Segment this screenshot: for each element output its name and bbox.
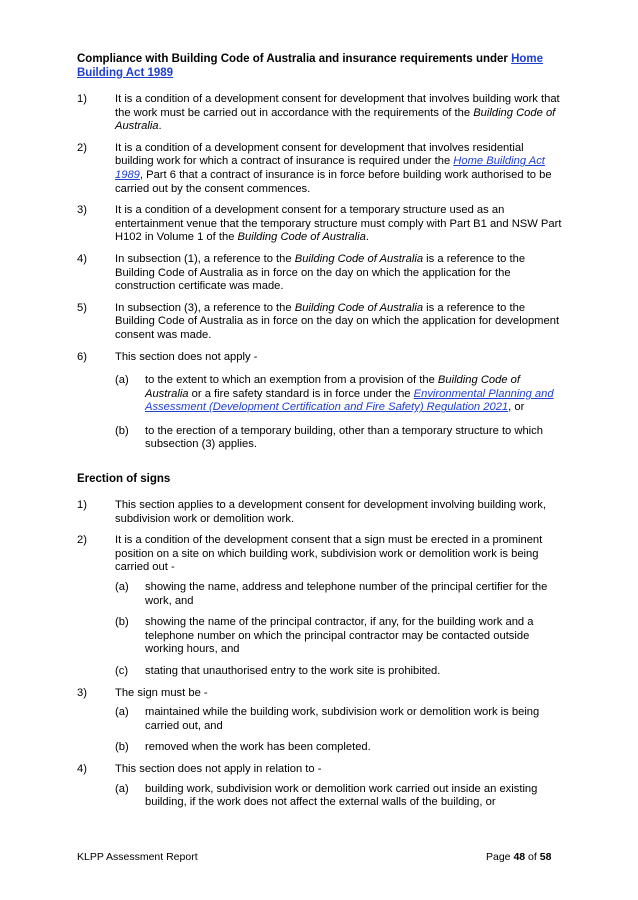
sub-item-text: maintained while the building work, subdivision work or demolition work is being carried out, and — [145, 706, 540, 732]
item-text-italic: Building Code of Australia — [294, 252, 424, 265]
current-page: 48 — [513, 851, 526, 863]
sub-item — [115, 706, 565, 733]
item-number: 4) — [77, 762, 87, 775]
signs-list — [77, 499, 565, 810]
footer-page-number — [486, 851, 551, 863]
sub-item — [115, 783, 565, 810]
item-number: 1) — [77, 499, 87, 512]
sub-item-text: , or — [508, 401, 525, 414]
item-text: It is a condition of a development consent for development that involves building work that the work must be carried out in accordance with the requirements of the — [115, 93, 560, 119]
ep-and-a-regulation-link[interactable]: Environmental Planning and Assessment (Development Certification and Fire Safety) Regulation 2021 — [145, 387, 554, 414]
home-building-act-link[interactable]: Home Building Act 1989 — [77, 53, 544, 79]
item-text: In subsection (3), a reference to the — [115, 301, 295, 314]
item-text: This section does not apply - — [115, 350, 258, 363]
home-building-act-link[interactable]: Home Building Act 1989 — [115, 155, 545, 181]
sub-item-text: removed when the work has been completed. — [145, 741, 371, 754]
list-item — [77, 687, 565, 755]
section-heading-compliance — [77, 52, 561, 80]
sub-item — [115, 741, 565, 755]
sub-item-letter: (b) — [115, 616, 129, 629]
item-text-italic: Building Code of Australia — [115, 106, 556, 133]
sub-item-text: building work, subdivision work or demolition work carried out inside an existing building, if the work does not affect the external walls of the building, or — [145, 782, 538, 809]
sub-item-letter: (a) — [115, 706, 129, 719]
list-item — [77, 302, 565, 343]
sub-item-text: showing the name, address and telephone number of the principal certifier for the work, and — [145, 581, 548, 607]
sub-item — [115, 425, 565, 452]
sub-item-text: stating that unauthorised entry to the work site is prohibited. — [145, 665, 441, 677]
sub-item — [115, 616, 565, 657]
item-number: 3) — [77, 204, 87, 217]
item-text: It is a condition of the development consent that a sign must be erected in a prominent position on a site on which building work, subdivision work or demolition work is being carried out - — [115, 534, 543, 574]
item-text: . — [365, 231, 369, 244]
footer-report-title: KLPP Assessment Report — [77, 851, 198, 863]
list-item — [77, 93, 565, 134]
section-heading-signs: Erection of signs — [77, 473, 171, 486]
sub-item-letter: (a) — [115, 581, 129, 594]
item-number: 4) — [77, 252, 87, 265]
sub-item-letter: (c) — [115, 665, 129, 677]
item-number: 1) — [77, 93, 87, 105]
list-item — [77, 142, 565, 196]
list-item — [77, 351, 565, 453]
sub-item-letter: (a) — [115, 782, 129, 795]
sub-item-text-italic: Building Code of Australia — [145, 374, 521, 400]
item-text: This section does not apply in relation to - — [115, 762, 322, 775]
sub-item-letter: (b) — [115, 741, 129, 754]
list-item — [77, 204, 565, 245]
item-number: 5) — [77, 301, 87, 314]
page-label: Page — [486, 851, 514, 863]
list-item — [77, 534, 565, 678]
item-number: 2) — [77, 141, 87, 154]
item-text: . — [158, 120, 162, 133]
item-text: It is a condition of a development consent for development that involves residential building work for which a contract of insurance is required under the — [115, 141, 524, 168]
item-number: 6) — [77, 350, 87, 363]
sub-item — [115, 581, 565, 608]
sub-item — [115, 374, 565, 415]
sub-item-text: or a fire safety standard is in force under the — [188, 387, 414, 400]
item-text: This section applies to a development consent for development involving building work, subdivision work or demolition work. — [115, 499, 546, 525]
page-content — [77, 52, 565, 810]
list-item — [77, 253, 565, 294]
sub-item-letter: (a) — [115, 374, 129, 387]
sub-item-text: to the extent to which an exemption from a provision of the — [145, 374, 438, 387]
list-item — [77, 499, 565, 526]
heading-text: Compliance with Building Code of Australia and insurance requirements under — [77, 53, 512, 65]
item-text-italic: Building Code of Australia — [294, 301, 424, 314]
item-text: is a reference to the Building Code of Australia as in force on the day on which the application for the construction certificate was made. — [115, 252, 526, 293]
item-number: 2) — [77, 534, 87, 547]
item-text: is a reference to the Building Code of Australia as in force on the day on which the application for development consent was made. — [115, 301, 560, 341]
item-number: 3) — [77, 686, 87, 699]
item-text: It is a condition of a development consent for a temporary structure used as an entertainment venue that the temporary structure must comply with Part B1 and NSW Part H102 in Volume 1 of the — [115, 204, 562, 244]
compliance-list — [77, 93, 565, 452]
sub-item-text: showing the name of the principal contractor, if any, for the building work and a telephone number on which the principal contractor may be contacted outside working hours, and — [145, 616, 534, 656]
item-text: The sign must be - — [115, 686, 208, 699]
total-pages: 58 — [539, 851, 552, 863]
item-text: , Part 6 that a contract of insurance is in force before building work authorised to be carried out by the consent commences. — [115, 168, 552, 195]
of-label: of — [525, 851, 540, 863]
sub-item-text: to the erection of a temporary building, other than a temporary structure to which subsection (3) applies. — [145, 424, 543, 451]
sub-item — [115, 665, 565, 679]
list-item — [77, 763, 565, 810]
sub-item-letter: (b) — [115, 424, 129, 437]
item-text-italic: Building Code of Australia — [237, 231, 366, 244]
item-text: In subsection (1), a reference to the — [115, 252, 295, 265]
